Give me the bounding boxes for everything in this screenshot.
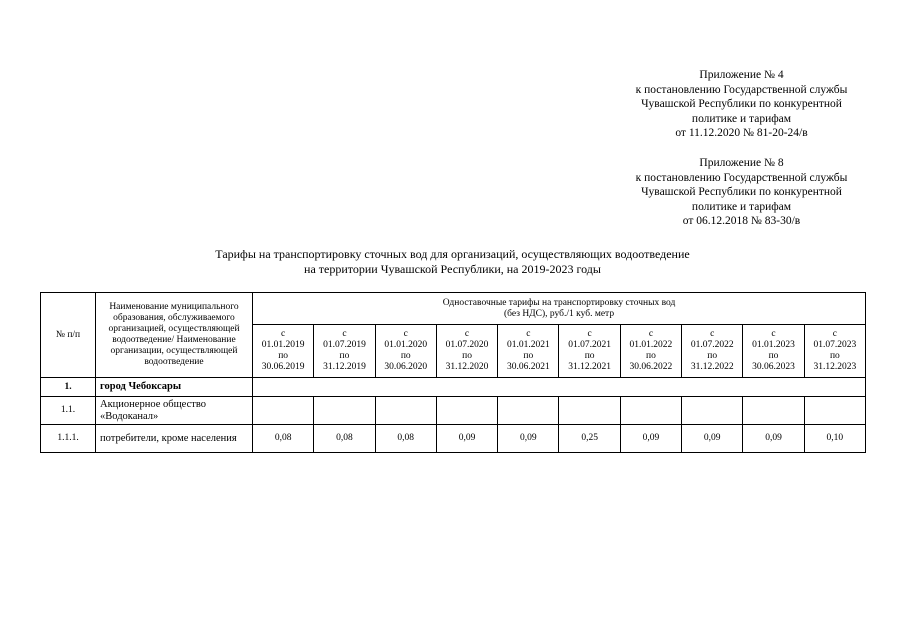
header-organization: Наименование муниципального образования, обслуживаемого организацией, осуществляющей водоотведение/ Наименование организации, осуществляющей водоотведение <box>96 293 253 378</box>
header-number: № п/п <box>41 293 96 378</box>
period-to-word: по <box>584 351 595 361</box>
period-from-word: с <box>648 329 654 339</box>
period-header-cell <box>620 325 681 378</box>
period-to: 31.12.2020 <box>445 362 489 372</box>
period-to-word: по <box>829 351 840 361</box>
period-to-word: по <box>707 351 718 361</box>
period-from-word: с <box>342 329 347 339</box>
tariff-value-cell <box>804 397 865 425</box>
appendix-line: политике и тарифам <box>691 112 792 125</box>
period-from: 01.07.2022 <box>690 340 734 350</box>
appendix-line: к постановлению Государственной службы <box>635 83 848 96</box>
period-from: 01.01.2022 <box>629 340 673 350</box>
title-line-2: на территории Чувашской Республики, на 2019-2023 годы <box>304 261 601 276</box>
tariff-value-cell <box>253 397 314 425</box>
period-from: 01.07.2020 <box>445 340 489 350</box>
period-to-word: по <box>400 351 411 361</box>
period-to: 30.06.2020 <box>384 362 428 372</box>
tariff-value-cell: 0,09 <box>743 425 804 453</box>
period-from: 01.07.2019 <box>323 340 366 350</box>
appendix-line: Приложение № 8 <box>699 157 784 169</box>
appendix-line: к постановлению Государственной службы <box>635 171 848 184</box>
period-from-word: с <box>771 329 776 339</box>
tariff-value-cell: 0,08 <box>314 425 375 453</box>
table-row <box>41 378 866 397</box>
tariff-value-cell: 0,09 <box>682 425 743 453</box>
period-from-word: с <box>526 329 531 339</box>
appendix-line: от 06.12.2018 № 83-30/в <box>682 215 801 227</box>
period-header-cell <box>498 325 559 378</box>
appendix-line: Чувашской Республики по конкурентной <box>641 186 842 198</box>
appendix-line: Приложение № 4 <box>699 69 784 81</box>
table-header-row <box>41 293 866 325</box>
period-from: 01.01.2019 <box>261 340 305 350</box>
period-from-word: с <box>281 329 286 339</box>
period-to: 30.06.2023 <box>752 362 795 372</box>
period-to: 31.12.2023 <box>813 362 857 372</box>
empty-cell <box>253 378 866 397</box>
appendix-line: политике и тарифам <box>691 200 792 213</box>
period-from: 01.01.2023 <box>752 340 795 350</box>
period-to-word: по <box>462 351 472 361</box>
appendix-line: от 11.12.2020 № 81-20-24/в <box>675 127 808 139</box>
appendix-line: Чувашской Республики по конкурентной <box>641 98 842 110</box>
table-row <box>41 397 866 425</box>
tariff-value-cell <box>314 397 375 425</box>
period-from-word: с <box>403 329 408 339</box>
tariff-value-cell <box>559 397 620 425</box>
tariff-value-cell <box>375 397 436 425</box>
tariff-table <box>40 292 866 453</box>
appendix-4-header <box>600 68 883 141</box>
tariff-value-cell <box>682 397 743 425</box>
tariff-value-cell <box>620 397 681 425</box>
tariff-value-cell: 0,09 <box>436 425 497 453</box>
period-to: 30.06.2021 <box>506 362 550 372</box>
row-number: 1.1. <box>41 397 96 425</box>
period-header-cell <box>559 325 620 378</box>
row-number: 1.1.1. <box>41 425 96 453</box>
table-row <box>41 425 866 453</box>
period-from: 01.01.2021 <box>506 340 550 350</box>
header-tariff <box>253 293 866 325</box>
tariff-value-cell <box>498 397 559 425</box>
tariff-value-cell <box>436 397 497 425</box>
tariff-value-cell: 0,10 <box>804 425 865 453</box>
period-from: 01.07.2023 <box>813 340 857 350</box>
tariff-value-cell: 0,09 <box>498 425 559 453</box>
period-to: 31.12.2021 <box>568 362 611 372</box>
row-name: потребители, кроме населения <box>96 425 253 453</box>
appendix-8-header <box>600 156 883 229</box>
period-to-word: по <box>768 351 779 361</box>
header-tariff-line-1: Одноставочные тарифы на транспортировку сточных вод <box>442 297 676 308</box>
period-to: 31.12.2019 <box>323 362 366 372</box>
period-from: 01.07.2021 <box>568 340 611 350</box>
period-header-cell <box>253 325 314 378</box>
tariff-value-cell: 0,08 <box>375 425 436 453</box>
period-to-word: по <box>523 351 534 361</box>
period-from: 01.01.2020 <box>384 340 428 350</box>
period-header-cell <box>743 325 804 378</box>
period-header-cell <box>804 325 865 378</box>
tariff-value-cell <box>743 397 804 425</box>
period-header-cell <box>314 325 375 378</box>
period-to: 30.06.2019 <box>261 362 305 372</box>
tariff-value-cell: 0,09 <box>620 425 681 453</box>
period-header-cell <box>436 325 497 378</box>
period-from-word: с <box>464 329 470 339</box>
title-line-1: Тарифы на транспортировку сточных вод для организаций, осуществляющих водоотведение <box>215 247 690 261</box>
row-name: город Чебоксары <box>96 378 253 397</box>
period-from-word: с <box>832 329 837 339</box>
period-from-word: с <box>587 329 592 339</box>
row-name: Акционерное общество «Водоканал» <box>96 397 253 425</box>
row-number: 1. <box>41 378 96 397</box>
period-to-word: по <box>339 351 350 361</box>
period-to: 30.06.2022 <box>629 362 673 372</box>
period-to-word: по <box>278 351 289 361</box>
header-tariff-line-2: (без НДС), руб./1 куб. метр <box>503 308 615 319</box>
tariff-value-cell: 0,25 <box>559 425 620 453</box>
period-header-cell <box>682 325 743 378</box>
period-from-word: с <box>710 329 715 339</box>
period-to: 31.12.2022 <box>690 362 734 372</box>
tariff-value-cell: 0,08 <box>253 425 314 453</box>
period-header-cell <box>375 325 436 378</box>
period-to-word: по <box>646 351 656 361</box>
document-title <box>0 247 905 276</box>
